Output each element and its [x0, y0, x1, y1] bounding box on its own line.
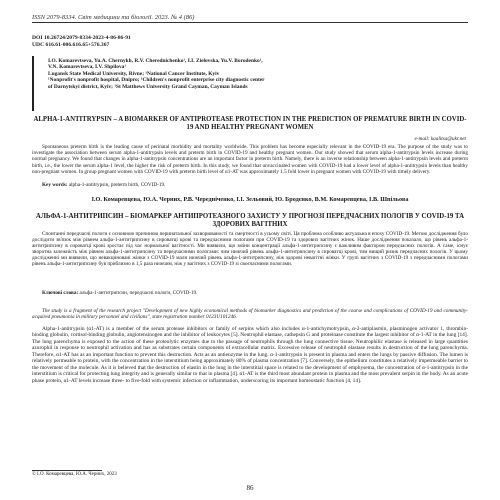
journal-header: ISSN 2079-8334. Світ медицини та біології. 2023. № 4 (86) [32, 14, 468, 23]
article-title-ua: АЛЬФА-1-АНТИТРИПСИН – БІОМАРКЕР АНТИПРОТЕАЗНОГО ЗАХИСТУ У ПРОГНОЗІ ПЕРЕДЧАСНИХ ПОЛОГІВ У COVID-19 ТА ЗДОРОВИХ ВАГІТНИХ [35, 213, 465, 229]
keywords-en-label: Key words: [42, 182, 68, 188]
authors-affiliations-block [32, 56, 452, 111]
keywords-ua [42, 290, 197, 296]
abstract-en: Spontaneous preterm birth is the leading cause of perinatal morbidity and mortality worldwide. This problem has become especially relevant in the COVID-19 era. The purpose of the study was to investigate the association between serum alpha-1-antitrypsin levels and preterm birth in COVID-19 and healthy pregnant women. Our study showed that serum alpha-1-antitrypsin levels increase during normal pregnancy. We found that changes in alpha-1-antitrypsin concentrations are an important factor in preterm birth. Namely, there is an inverse relationship between alpha-1-antitrypsin levels and preterm birth, i.e., the lower the serum alpha-1 level, the higher the risk of preterm birth. In this study, we found that unvaccinated women with COVID-19 had a lower level of alpha-1-antitrypsin levels than healthy non-pregnant women. In group pregnant women with COVID-19 with preterm birth level of α1-AT was approximately 1.5 fold lower in pregnant women with COVID-19 with timely delivery. [32, 144, 468, 175]
udc-line: UDC 616.61-006.616.65+576.367 [32, 41, 110, 48]
article-title-en: ALPHA-1-ANTITRYPSIN – A BIOMARKER OF ANTIPROTEASE PROTECTION IN THE PREDICTION OF PREMATURE BIRTH IN COVID-19 AND HEALTHY PREGNANT WOMEN [33, 116, 467, 131]
footnote-divider [32, 470, 102, 471]
authors-ua: І.О. Комаревцева, Ю.А. Черних, Р.В. Чередніченко, І.І. Зельовий, Ю. Бродєнко, В.М. Комаревцева, І.В. Шпільова [91, 196, 409, 203]
contact-email: e-mail: kaalitsa@ukr.net [414, 136, 466, 142]
abstract-ua: Спонтанні передчасні пологи є основною причиною перинатальної захворюваності та смертності в усьому світі. Ця проблема особливо актуальна в епоху COVID-19. Метою дослідження було дослідити зв'язок між рівнем альфа-1-антитрипсину в сироватці крові та передчасними пологами при COVID-19 та здорових вагітних жінок. Наше дослідження показало, що рівень альфа-1-антитрипсину в сироватці крові зростає під час нормальної вагітності. Ми виявили, що зміни концентрації альфа-1-антитрипсину є важливим фактором передчасних пологів. А саме, існує зворотна залежність між рівнем альфа-1-антитрипсину та передчасними пологами: чим нижчий рівень альфа-1-антитрипсину в сироватці крові, тим вищий ризик передчасних пологів. У цьому дослідженні ми виявили, що невакциновані жінки з COVID-19 мали нижчий рівень альфа-1-антитрипсину, ніж здорові невагітні жінки. У групі вагітних з COVID-19 з передчасними пологами рівень альфа-1-антитрипсину був приблизно в 1,5 раза нижчим, ніж у вагітних з COVID-19 зі своєчасними пологами. [32, 231, 468, 268]
article-identifiers [32, 35, 468, 48]
page-number: 86 [246, 484, 254, 492]
doi-line: DOI 10.26724/2079-8334-2023-4-86-86-91 [32, 35, 131, 41]
keywords-ua-label: Ключові слова: [42, 290, 79, 296]
affiliation-line: Lugansk State Medical University, Rivne; ¹National Cancer Institute, Kyiv [48, 70, 220, 77]
affiliation-line: of Darnytskyi district, Kyiv; ¹St Matthews University Grand Cayman, Cayman Islands [48, 83, 248, 90]
keywords-en-text: alpha-1-antitrypsin, preterm birth, COVID-19. [68, 182, 166, 188]
authors-en: I.O. Komarevtseva, Yu.A. Chernykh, R.V. Cherednichenko¹, I.I. Zielovska, Yu.V. Borodenko¹, [48, 58, 263, 64]
body-text: Alpha-1-antitrypsin (α1-AT) is a member of the serum protease inhibitors or family of serpins which also includes α-1-antichymotrypsin, α-2-antiplasmin, plasminogen activator 1, thrombin-binding globulin, cortisol-binding globulin, angiotensinogen and the inhibitor of leukocytes [5]. Neutrophil elastase, cathepsin G and proteinase constitute the largest inhibitor of α-1-AT in the lung [14]. The lung parenchyma is exposed to the action of these proteolytic enzymes due to the passage of neutrophils through the lung connective tissue. Neutrophilic elastase is released in large quantities azurophil in response to neutrophil activation and has as substrates certain components of extracellular matrix. Excessive release of neutrophil elastase results in destruction of the lung parenchyma. Therefore, α1-AT has as an important function to prevent this destruction. Acts as an antienzyme in the lung. α-1-antitrypsin is present in plasma and enters the lungs by passive diffusion. The lumen is relatively permeable to protein, with the concentration in the interstitium being approximately 80% of plasma concentration [7]. Conversely, the epithelium constitutes a relatively impermeable barrier to the movement of the molecule. As it is believed that the destruction of elastin in the lung in the interstitial space is related to the development of emphysema, the concentration of α-1-antitrypsin in the interstitium is critical for protecting lung integrity and is generally similar to that in plasma [4]. α1-AT is the third most abundant protein in plasma and the most prevalent serpin in the body. As an acute phase protein, α1-AT levels increase three- to five-fold with systemic infection or inflammation, underscoring its important homeostatic function [4, 14]. [32, 326, 468, 384]
keywords-en [42, 182, 165, 188]
copyright-notice: © І.О. Комаревцева, Ю.А. Черних, 2023 [32, 472, 117, 477]
keywords-ua-text: альфа-1-антитрипсин, передчасні пологи, COVID-19. [79, 290, 198, 296]
authors-en-2: V.N. Komarevtseva, I.V. Shpilova¹ [48, 64, 126, 71]
funding-note: The study is a fragment of the research project "Development of new highly economical methods of biomarker diagnostics and prediction of the course and complications of COVID-19 and community-acquired pneumonia in military personnel and civilians", state registration number 0123U101246. [32, 308, 468, 321]
affiliation-line: ¹Nonprofit's nonprofit hospital, Dnipro; ¹Children's nonprofit enterprise city diagnostic center [48, 77, 265, 84]
